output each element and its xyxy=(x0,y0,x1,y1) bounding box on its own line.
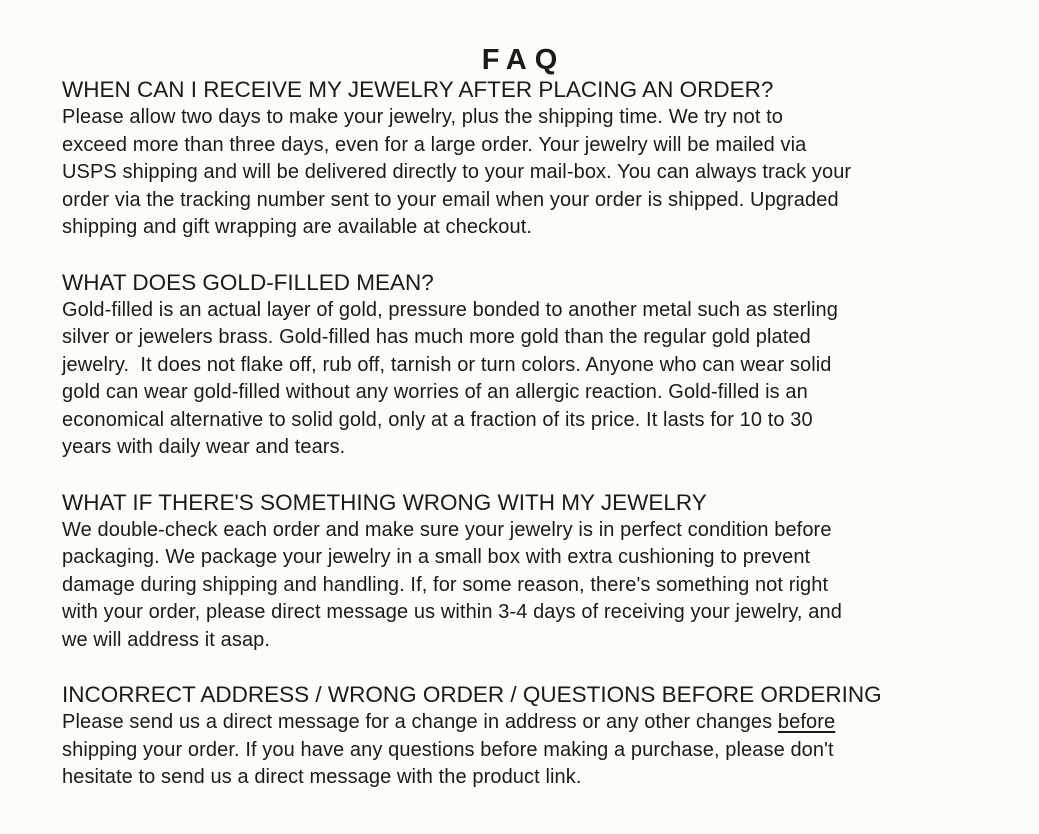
answer-line: order via the tracking number sent to your email when your order is shipped. Upgraded xyxy=(62,188,839,211)
faq-answer xyxy=(62,297,992,462)
answer-line: silver or jewelers brass. Gold-filled has much more gold than the regular gold plated xyxy=(62,326,811,348)
answer-line: years with daily wear and tears. xyxy=(62,436,346,458)
answer-line: USPS shipping and will be delivered directly to your mail-box. You can always track your xyxy=(62,161,852,183)
answer-line: with your order, please direct message us within 3-4 days of receiving your jewelry, and xyxy=(62,601,842,623)
faq-answer xyxy=(62,104,992,242)
answer-line: gold can wear gold-filled without any worries of an allergic reaction. Gold-filled is an xyxy=(62,381,808,403)
faq-answer xyxy=(62,517,992,655)
answer-line: Please allow two days to make your jewelry, plus the shipping time. We try not to xyxy=(62,106,784,128)
answer-line: Gold-filled is an actual layer of gold, pressure bonded to another metal such as sterling xyxy=(62,298,838,321)
underlined-before-text: before xyxy=(777,711,836,733)
answer-line: damage during shipping and handling. If, for some reason, there's something not right xyxy=(62,573,829,596)
answer-line: packaging. We package your jewelry in a small box with extra cushioning to prevent xyxy=(62,546,811,568)
faq-item-gold-filled xyxy=(62,269,992,462)
answer-line: economical alternative to solid gold, only at a fraction of its price. It lasts for 10 to 30 xyxy=(62,408,813,431)
answer-line: We double-check each order and make sure your jewelry is in perfect condition before xyxy=(62,518,832,541)
answer-line-prefix: Please send us a direct message for a change in address or any other changes xyxy=(62,711,778,733)
faq-item-something-wrong xyxy=(62,489,992,655)
faq-question: INCORRECT ADDRESS / WRONG ORDER / QUESTIONS BEFORE ORDERING xyxy=(62,682,882,707)
faq-list xyxy=(62,76,992,819)
answer-line: we will address it asap. xyxy=(62,628,271,651)
page-title: FAQ xyxy=(481,44,566,77)
answer-line: shipping and gift wrapping are available at checkout. xyxy=(62,216,533,238)
faq-question: WHAT IF THERE'S SOMETHING WRONG WITH MY JEWELRY xyxy=(62,489,707,515)
answer-line: hesitate to send us a direct message with the product link. xyxy=(62,766,582,788)
answer-line: jewelry. It does not flake off, rub off, tarnish or turn colors. Anyone who can wear solid xyxy=(62,353,832,376)
answer-line: shipping your order. If you have any questions before making a purchase, please don't xyxy=(62,738,834,761)
faq-answer xyxy=(62,709,992,792)
faq-item-incorrect-address xyxy=(62,681,992,792)
faq-question: WHEN CAN I RECEIVE MY JEWELRY AFTER PLACING AN ORDER? xyxy=(62,77,774,102)
faq-item-delivery-time xyxy=(62,76,992,242)
answer-line xyxy=(62,709,992,737)
answer-line: exceed more than three days, even for a large order. Your jewelry will be mailed via xyxy=(62,133,807,156)
faq-question: WHAT DOES GOLD-FILLED MEAN? xyxy=(62,269,434,295)
